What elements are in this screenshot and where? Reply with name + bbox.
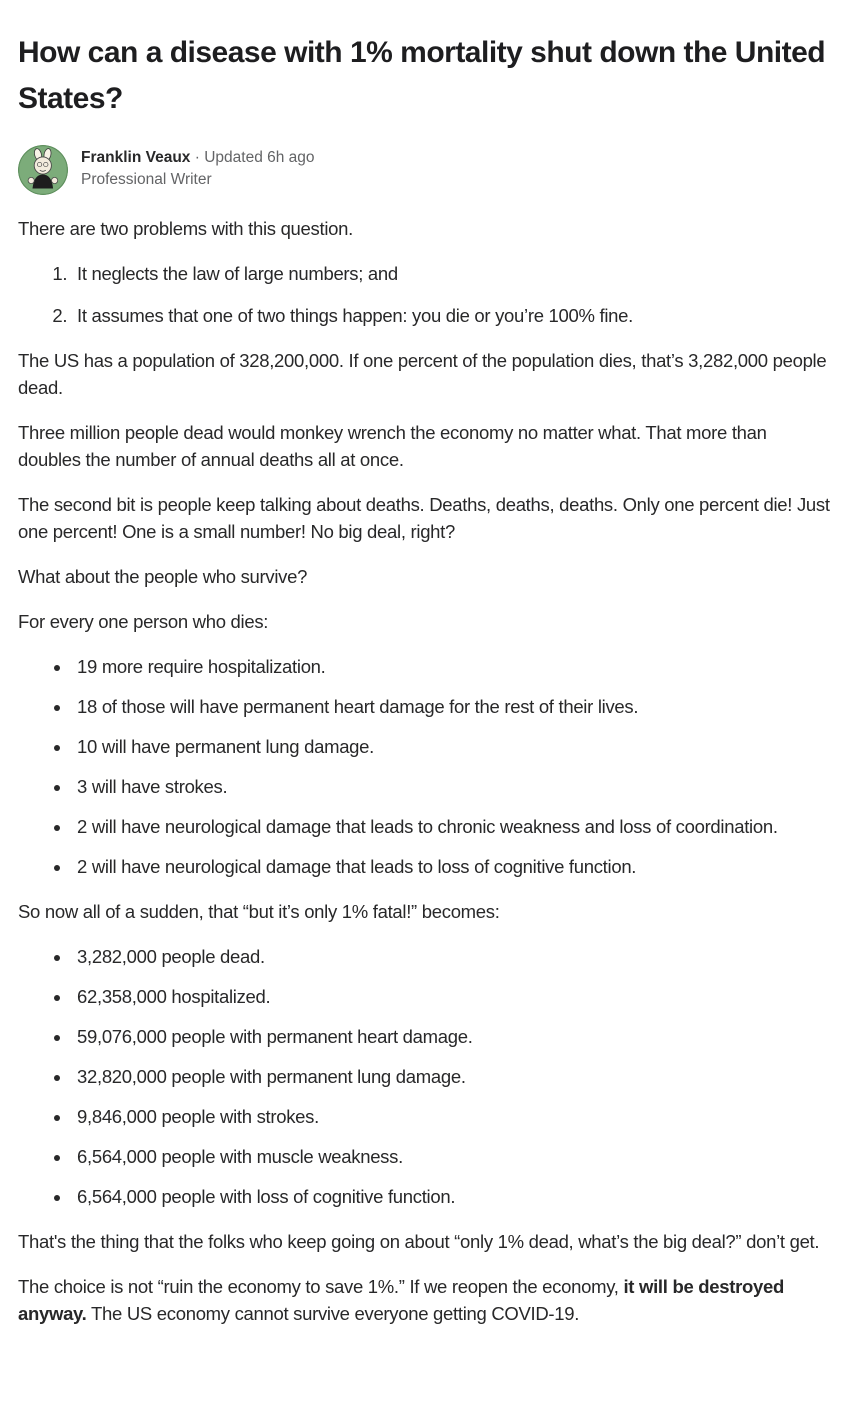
paragraph-thats-the-thing: That's the thing that the folks who keep going on about “only 1% dead, what’s the big deal?” don’t get. <box>18 1231 820 1252</box>
choice-text-before: The choice is not “ruin the economy to save 1%.” If we reopen the economy, <box>18 1276 624 1297</box>
author-byline <box>81 147 315 169</box>
updated-timestamp: Updated 6h ago <box>204 149 315 166</box>
list-item: 2. It assumes that one of two things happen: you die or you’re 100% fine. <box>72 302 834 329</box>
paragraph-choice <box>18 1273 834 1327</box>
list-item: • 3,282,000 people dead. <box>72 943 834 970</box>
author-row <box>18 145 834 195</box>
paragraph-monkey-wrench: Three million people dead would monkey wrench the economy no matter what. That more than doubles the number of annual deaths all at once. <box>18 422 767 470</box>
answer-body <box>18 215 834 1327</box>
question-title[interactable]: How can a disease with 1% mortality shut down the United States? <box>18 36 826 115</box>
author-meta <box>81 145 315 191</box>
author-name[interactable]: Franklin Veaux <box>81 149 191 166</box>
list-item: • 18 of those will have permanent heart damage for the rest of their lives. <box>72 693 834 720</box>
paragraph-population: The US has a population of 328,200,000. If one percent of the population dies, that’s 3,282,000 people dead. <box>18 350 827 398</box>
paragraph-per-death-intro: For every one person who dies: <box>18 611 269 632</box>
list-item: • 59,076,000 people with permanent heart damage. <box>72 1023 834 1050</box>
list-item: • 62,358,000 hospitalized. <box>72 983 834 1010</box>
choice-text-after: The US economy cannot survive everyone getting COVID-19. <box>86 1303 580 1324</box>
author-credential: Professional Writer <box>81 171 212 188</box>
byline-separator: · <box>194 149 200 166</box>
list-item: • 32,820,000 people with permanent lung damage. <box>72 1063 834 1090</box>
list-item: • 9,846,000 people with strokes. <box>72 1103 834 1130</box>
paragraph-intro: There are two problems with this question. <box>18 218 353 239</box>
per-death-bullet-list <box>18 653 834 880</box>
list-item: 1. It neglects the law of large numbers; and <box>72 260 834 287</box>
paragraph-survive-question: What about the people who survive? <box>18 566 308 587</box>
list-item: • 19 more require hospitalization. <box>72 653 834 680</box>
problems-ordered-list <box>18 260 834 329</box>
paragraph-second-bit: The second bit is people keep talking about deaths. Deaths, deaths, deaths. Only one percent die! Just one percent! One is a small number! No big deal, right? <box>18 494 830 542</box>
list-item: • 3 will have strokes. <box>72 773 834 800</box>
choice-text-bold: it will be destroyed anyway. <box>18 1276 784 1324</box>
list-item: • 2 will have neurological damage that leads to chronic weakness and loss of coordination. <box>72 813 834 840</box>
list-item: • 6,564,000 people with loss of cognitive function. <box>72 1183 834 1210</box>
list-item: • 6,564,000 people with muscle weakness. <box>72 1143 834 1170</box>
list-item: • 10 will have permanent lung damage. <box>72 733 834 760</box>
list-item: • 2 will have neurological damage that leads to loss of cognitive function. <box>72 853 834 880</box>
totals-bullet-list <box>18 943 834 1210</box>
author-avatar[interactable] <box>18 145 68 195</box>
paragraph-sudden-intro: So now all of a sudden, that “but it’s only 1% fatal!” becomes: <box>18 901 500 922</box>
